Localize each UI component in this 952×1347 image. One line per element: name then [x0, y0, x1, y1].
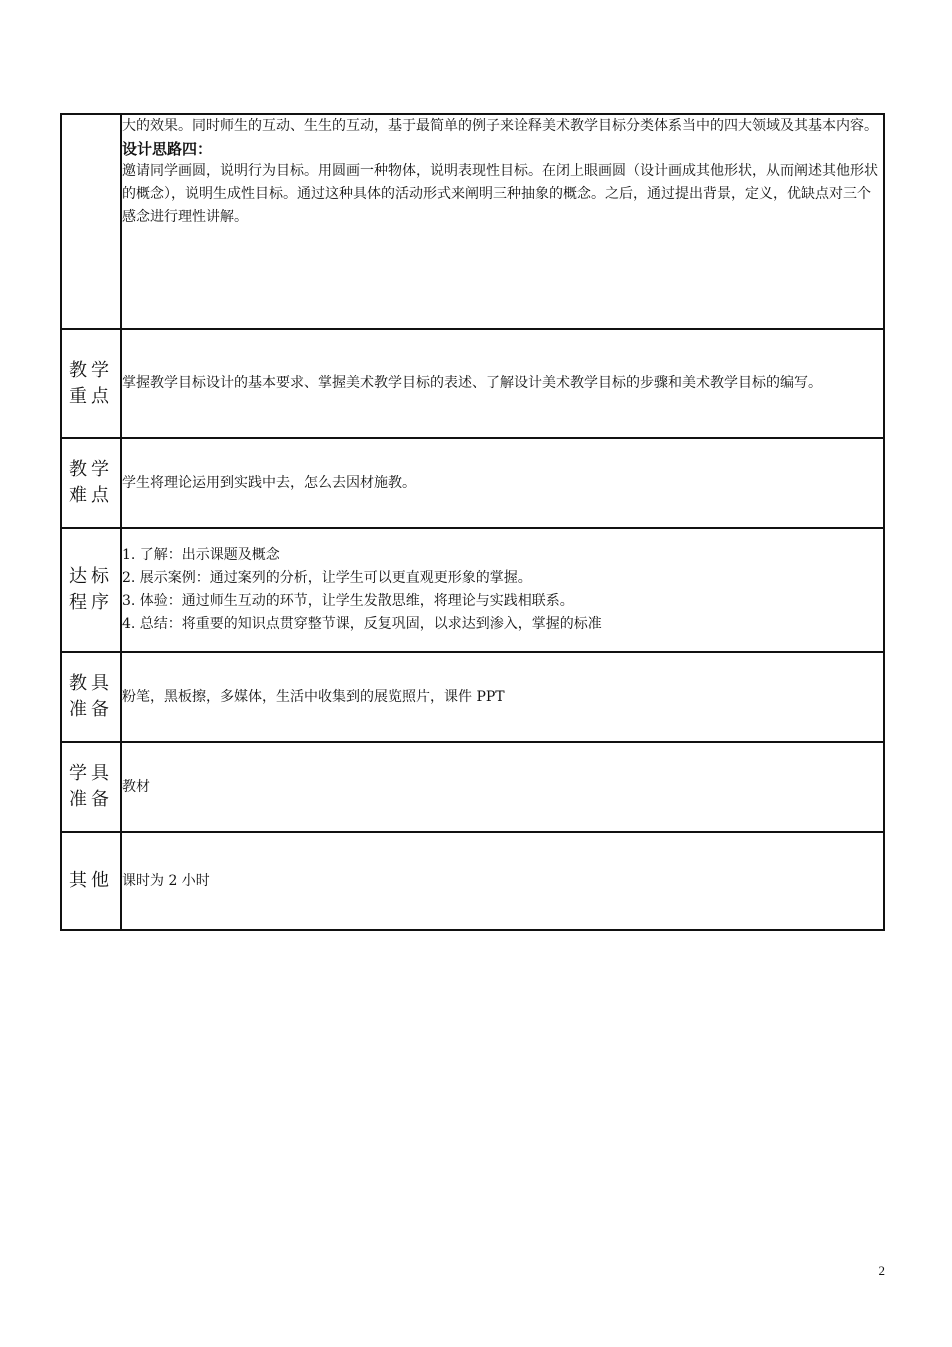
other-text: 课时为 2 小时	[121, 832, 884, 930]
teacher-tools-text: 粉笔，黑板擦，多媒体，生活中收集到的展览照片，课件 PPT	[121, 652, 884, 742]
lesson-plan-table	[60, 113, 885, 931]
key-points-label-line2: 重点	[69, 385, 113, 407]
procedure-step-1: 1. 了解：出示课题及概念	[122, 547, 280, 563]
procedure-step-4: 4. 总结：将重要的知识点贯穿整节课，反复巩固，以求达到渗入，掌握的标准	[122, 616, 602, 632]
difficulties-label	[61, 438, 121, 528]
design-idea-four-paragraph: 邀请同学画圆，说明行为目标。用圆画一种物体，说明表现性目标。在闭上眼画圆（设计画成其他形状，从而阐述其他形状的概念），说明生成性目标。通过这种具体的活动形式来阐明三种抽象的概念。之后，通过提出背景，定义，优缺点对三个感念进行理性讲解。	[122, 163, 878, 225]
row-design-ideas	[61, 114, 884, 329]
difficulties-text: 学生将理论运用到实践中去，怎么去因材施教。	[121, 438, 884, 528]
row-difficulties	[61, 438, 884, 528]
difficulties-label-line2: 难点	[69, 485, 113, 506]
key-points-label-line1: 教学	[69, 359, 113, 381]
teacher-tools-label-line2: 准备	[69, 699, 113, 720]
design-ideas-cell	[121, 114, 884, 329]
row-procedure	[61, 528, 884, 652]
procedure-steps	[121, 528, 884, 652]
design-idea-four-heading: 设计思路四：	[122, 140, 213, 158]
other-label: 其他	[61, 832, 121, 930]
page-number: 2	[878, 1263, 885, 1278]
row-key-points	[61, 329, 884, 438]
procedure-label-line1: 达标	[69, 566, 113, 587]
row-student-tools	[61, 742, 884, 832]
student-tools-label-line1: 学具	[69, 763, 113, 784]
teacher-tools-label	[61, 652, 121, 742]
procedure-label	[61, 528, 121, 652]
key-points-label	[61, 329, 121, 438]
row-other	[61, 832, 884, 930]
student-tools-label-line2: 准备	[69, 789, 113, 810]
student-tools-label	[61, 742, 121, 832]
teacher-tools-label-line1: 教具	[69, 673, 113, 694]
procedure-label-line2: 程序	[69, 592, 113, 613]
difficulties-label-line1: 教学	[69, 459, 113, 480]
row-teacher-tools	[61, 652, 884, 742]
key-points-text: 掌握教学目标设计的基本要求、掌握美术教学目标的表述、了解设计美术教学目标的步骤和美术教学目标的编写。	[121, 329, 884, 438]
student-tools-text: 教材	[121, 742, 884, 832]
design-paragraph-continued: 大的效果。同时师生的互动、生生的互动，基于最简单的例子来诠释美术教学目标分类体系当中的四大领域及其基本内容。	[122, 118, 878, 134]
row-label-empty	[61, 114, 121, 329]
procedure-step-2: 2. 展示案例：通过案列的分析，让学生可以更直观更形象的掌握。	[122, 570, 532, 586]
procedure-step-3: 3. 体验：通过师生互动的环节，让学生发散思维，将理论与实践相联系。	[122, 593, 574, 609]
